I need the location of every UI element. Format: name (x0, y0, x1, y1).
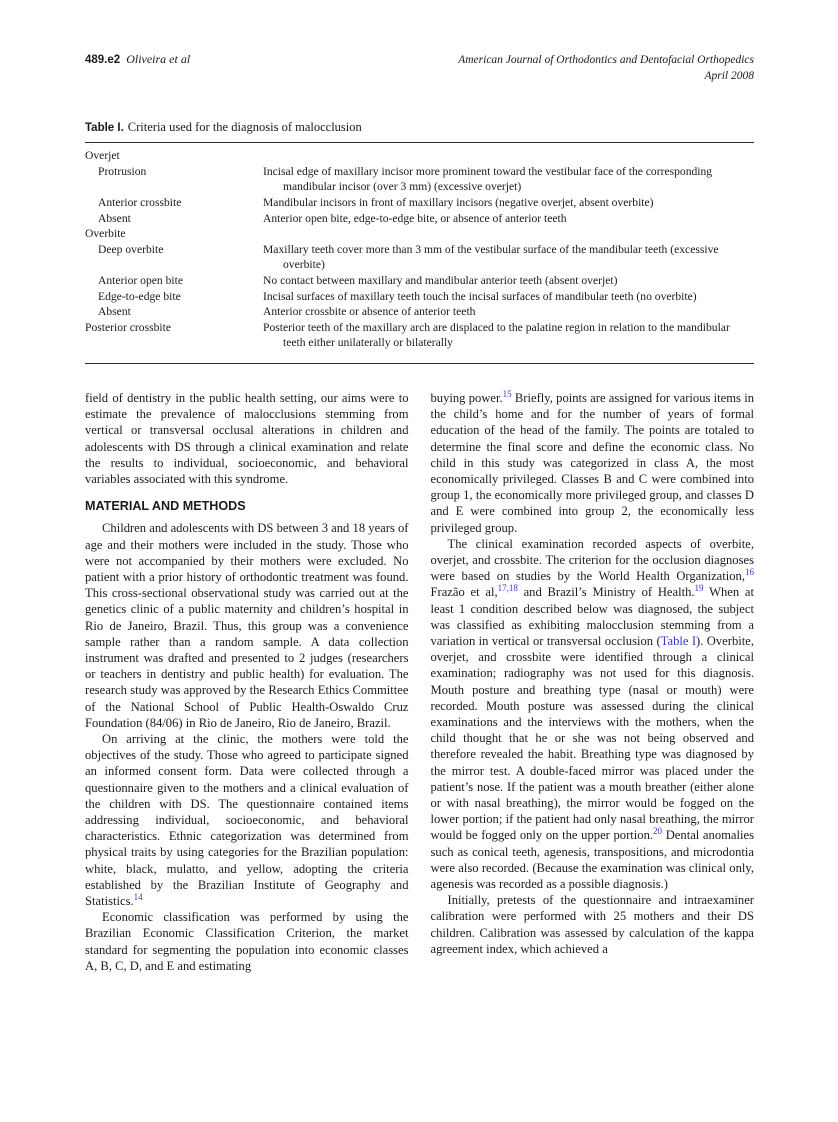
table-desc: No contact between maxillary and mandibular anterior teeth (absent overjet) (263, 273, 618, 287)
body-columns (85, 390, 754, 974)
table-term: Deep overbite (98, 242, 164, 256)
citation-ref-15[interactable]: 15 (502, 388, 512, 399)
paragraph-text: When at least 1 condition described below was diagnosed, the subject was classified as exhibiting malocclusion stemming from a variation in vertical or transversal occlusion ( (430, 585, 754, 648)
paragraph: Initially, pretests of the questionnaire and intraexaminer calibration were performed with 25 mothers and their DS children. Calibration was assessed by calculation of the kappa agreement index, which achieved a (430, 893, 754, 956)
table-desc: Anterior open bite, edge-to-edge bite, or absence of anterior teeth (263, 211, 567, 225)
table-i-link[interactable]: Table I (660, 633, 697, 648)
table-row (85, 164, 754, 195)
table-term: Absent (98, 211, 131, 225)
paragraph-text: Frazão et al, (430, 585, 498, 600)
table-1 (85, 142, 754, 364)
table-row (85, 273, 754, 289)
table-row (85, 226, 754, 242)
table-desc: Anterior crossbite or absence of anterior teeth (263, 305, 476, 319)
running-authors: Oliveira et al (126, 52, 191, 66)
table-1-caption (85, 120, 754, 135)
table-row (85, 320, 754, 351)
table-1-caption-text: Criteria used for the diagnosis of malocclusion (127, 120, 362, 135)
paragraph-text: and Brazil’s Ministry of Health. (517, 585, 695, 600)
table-1-section (85, 120, 754, 364)
paragraph-text: Dental anomalies such as conical teeth, agenesis, transpositions, and microdontia were also recorded. (Because the examination was clinical only, agenesis was recorded as a possible diagnosis.) (430, 828, 754, 891)
table-row (85, 211, 754, 227)
paragraph (431, 536, 755, 892)
table-desc: Incisal edge of maxillary incisor more prominent toward the vestibular face of the corresponding mandibular incisor (over 3 mm) (excessive overjet) (263, 164, 713, 194)
paragraph-text: On arriving at the clinic, the mothers were told the objectives of the study. Those who agreed to participate signed an informed consent form. Data were collected through a questionnaire given to the mothers and a clinical evaluation of the children with DS. The questionnaire contained items addressing individual, socioeconomic, and behavioral characteristics. Ethnic categorization was determined from physical traits by using categories for the Brazilian population: white, black, mulatto, and yellow, adopting the criteria established by the Brazilian Institute of Geography and Statistics. (85, 731, 409, 908)
table-term: Posterior crossbite (85, 320, 171, 334)
citation-ref-19[interactable]: 19 (694, 583, 704, 594)
table-desc: Incisal surfaces of maxillary teeth touch the incisal surfaces of mandibular teeth (no overbite) (263, 289, 697, 303)
table-term: Overjet (85, 149, 120, 163)
running-header-right (458, 52, 754, 84)
table-row (85, 304, 754, 320)
table-row (85, 195, 754, 211)
paragraph (85, 731, 409, 909)
paragraph-text: Briefly, points are assigned for various items in the child’s home and for the number of years of formal education of the head of the family. The points are totaled to determine the final score and define the economic class. No child in this study was categorized in class A, the most economically privileged. Classes B and C were combined into group 1, the economically more privileged group, and classes D and E were combined into group 2, the economically less privileged group. (430, 390, 754, 535)
paragraph (431, 390, 755, 536)
citation-ref-20[interactable]: 20 (653, 826, 663, 837)
table-desc: Maxillary teeth cover more than 3 mm of the vestibular surface of the mandibular teeth (excessive overbite) (263, 242, 719, 272)
page-number: 489.e2 (85, 54, 121, 66)
issue-date: April 2008 (704, 70, 754, 83)
paragraph-text: The clinical examination recorded aspects of overbite, overjet, and crossbite. The criterion for the occlusion diagnoses were based on studies by the World Health Organization, (430, 536, 754, 584)
paragraph: Economic classification was performed by using the Brazilian Economic Classification Criterion, the market standard for segmenting the population into economic classes A, B, C, D, and E and estimating (85, 910, 409, 973)
table-row (85, 242, 754, 273)
table-row (85, 148, 754, 164)
journal-title: American Journal of Orthodontics and Dentofacial Orthopedics (458, 54, 754, 66)
table-term: Anterior crossbite (98, 195, 182, 209)
table-1-label: Table I. (85, 122, 124, 135)
citation-ref-17-18[interactable]: 17,18 (497, 583, 518, 594)
table-row (85, 289, 754, 305)
table-term: Absent (98, 305, 131, 319)
running-header-left (85, 52, 190, 67)
column-left (85, 390, 409, 974)
table-desc: Posterior teeth of the maxillary arch are displaced to the palatine region in relation to the mandibular teeth either unilaterally or bilaterally (263, 320, 730, 350)
paragraph-text: ). Overbite, overjet, and crossbite were identified through a clinical examination; radiography was not used for this diagnosis. Mouth posture and breathing type (nasal or mouth) were recorded. Mouth posture was assessed during the clinical examinations and the interviews with the mothers, when the child thought that he or she was not being observed and therefore revealed the habit. Breathing type was diagnosed by the mirror test. A double-faced mirror was placed under the patient’s nose. If the patient was a mouth breather (either alone or with nasal breathing), the mirror would be fogged on the lower portion; if the patient had only nasal breathing, the mirror would be fogged only on the upper portion. (430, 633, 754, 843)
paragraph: Children and adolescents with DS between 3 and 18 years of age and their mothers were included in the study. Those who were not accompanied by their mothers were excluded. No patient with a prior history of orthodontic treatment was found. This cross-sectional observational study was carried out at the genetics clinic of a public maternity and children’s hospital in Rio de Janeiro, Brazil. Thus, this group was a convenience sample rather than a random sample. A data collection instrument was drafted and presented to 2 judges (researchers or teachers in dentistry and public health) for evaluation. The research study was approved by the Research Ethics Committee of the National School of Public Health-Oswaldo Cruz Foundation (84/06) in Rio de Janeiro, Rio de Janeiro, Brazil. (85, 521, 409, 730)
table-term: Edge-to-edge bite (98, 289, 181, 303)
citation-ref-16[interactable]: 16 (745, 566, 754, 577)
paragraph: field of dentistry in the public health setting, our aims were to estimate the prevalence of malocclusions stemming from vertical or transversal occlusal alterations in children and adolescents with DS through a clinical examination and relate the results to individual, socioeconomic, and behavioral variables associated with this syndrome. (85, 390, 409, 486)
running-header (85, 52, 754, 84)
table-desc: Mandibular incisors in front of maxillary incisors (negative overjet, absent overbite) (263, 195, 654, 209)
table-term: Protrusion (98, 164, 147, 178)
column-right (431, 390, 755, 974)
table-term: Anterior open bite (98, 273, 183, 287)
citation-ref-14[interactable]: 14 (133, 891, 143, 902)
table-term: Overbite (85, 227, 126, 241)
paragraph-text: buying power. (430, 390, 503, 405)
section-heading-material-and-methods: MATERIAL AND METHODS (85, 499, 246, 514)
